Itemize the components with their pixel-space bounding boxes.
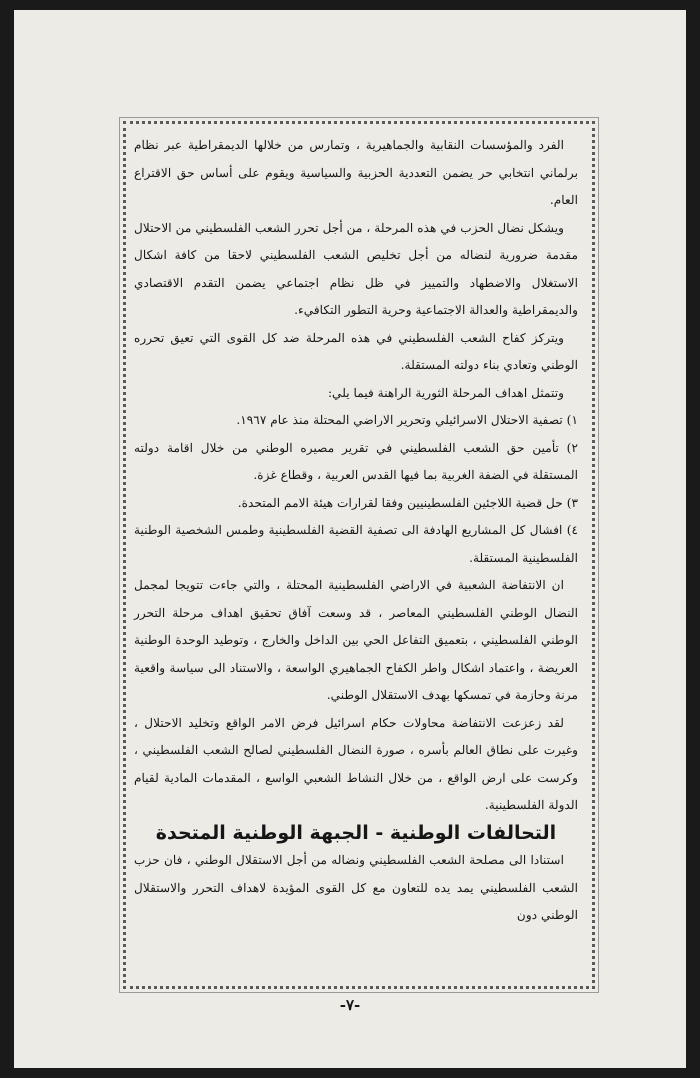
goal-item-1: ١) تصفية الاحتلال الاسرائيلي وتحرير الاراضي المحتلة منذ عام ١٩٦٧. xyxy=(236,413,578,427)
paragraph: الفرد والمؤسسات النقابية والجماهيرية ، وتمارس من خلالها الديمقراطية عبر نظام برلماني انتخابي حر يضمن التعددية الحزبية والسياسية ويقوم على أساس حق الاقتراع العام. xyxy=(134,138,578,207)
document-page xyxy=(14,10,686,1068)
paragraph: ان الانتفاضة الشعبية في الاراضي الفلسطينية المحتلة ، والتي جاءت تتويجا لمجمل النضال الوطني الفلسطيني المعاصر ، قد وسعت آفاق تحقيق اهداف مرحلة التحرر الوطني الفلسطيني ، بتعميق التفاعل الحي بين الداخل والخارج ، وتوطيد الوحدة الوطنية العريضة ، واعتماد اشكال واطر الكفاح الجماهيري الواسعة ، والاستناد الى سياسة واقعية مرنة وحازمة في تمسكها بهدف الاستقلال الوطني. xyxy=(134,578,578,702)
body-text xyxy=(134,132,578,930)
goal-item-2: ٢) تأمين حق الشعب الفلسطيني في تقرير مصيره الوطني من خلال اقامة دولته المستقلة في الضفة الغربية بما فيها القدس العربية ، وقطاع غزة. xyxy=(134,440,578,482)
goal-item-3: ٣) حل قضية اللاجئين الفلسطينيين وفقا لقرارات هيئة الامم المتحدة. xyxy=(237,495,578,510)
page-number: -٧- xyxy=(339,996,361,1014)
paragraph: ويشكل نضال الحزب في هذه المرحلة ، من أجل تحرر الشعب الفلسطيني من الاحتلال مقدمة ضرورية لنضاله من أجل تخليص الشعب الفلسطيني لاحقا من كافة اشكال الاستغلال والاضطهاد والتمييز في ظل نظام اجتماعي يضمن التقدم الاقتصادي والديمقراطية والعدالة الاجتماعية وحرية التطور التكافيء. xyxy=(134,220,578,317)
paragraph: لقد زعزعت الانتفاضة محاولات حكام اسرائيل فرض الامر الواقع وتخليد الاحتلال ، وغيرت على نطاق العالم بأسره ، صورة النضال الفلسطيني لصالح الشعب الفلسطيني ، وكرست على ارض الواقع ، من خلال النشاط الشعبي الواسع ، المقدمات المادية لقيام الدولة الفلسطينية. xyxy=(134,715,578,812)
paragraph: استنادا الى مصلحة الشعب الفلسطيني ونضاله من أجل الاستقلال الوطني ، فان حزب الشعب الفلسطيني يمد يده للتعاون مع كل القوى المؤيدة لاهداف التحرر والاستقلال الوطني دون xyxy=(134,853,578,922)
paragraph: ويتركز كفاح الشعب الفلسطيني في هذه المرحلة ضد كل القوى التي تعيق تحرره الوطني وتعادي بناء دولته المستقلة. xyxy=(134,330,578,372)
section-heading: التحالفات الوطنية - الجبهة الوطنية المتحدة xyxy=(155,821,557,844)
paragraph: وتتمثل اهداف المرحلة الثورية الراهنة فيما يلي: xyxy=(327,385,564,400)
goal-item-4: ٤) افشال كل المشاريع الهادفة الى تصفية القضية الفلسطينية وطمس الشخصية الوطنية الفلسطينية المستقلة. xyxy=(134,523,578,565)
